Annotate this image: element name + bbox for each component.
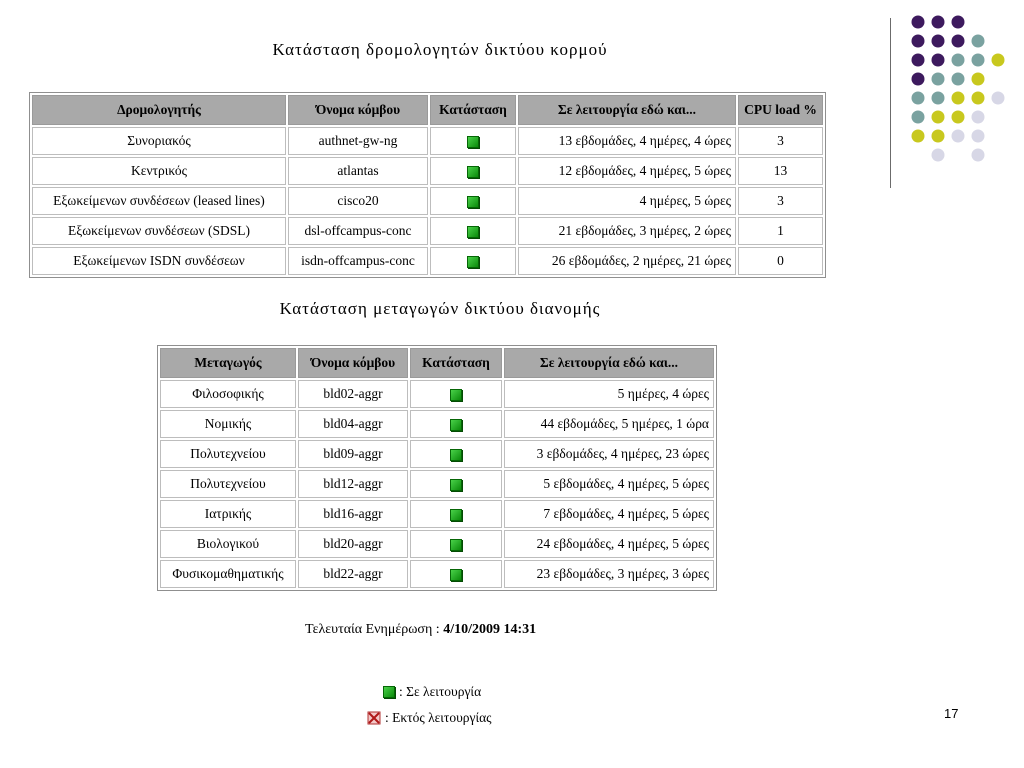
uptime: 3 εβδομάδες, 4 ημέρες, 23 ώρες [504,440,714,468]
cpu-load: 13 [738,157,823,185]
status-ok-icon [383,686,395,698]
status-ok-icon [467,136,479,148]
decorative-divider [890,18,891,188]
node-name: isdn-offcampus-conc [288,247,428,275]
col-header-node: Όνομα κόμβου [288,95,428,125]
switch-name: Ιατρικής [160,500,296,528]
status-cell [410,560,502,588]
uptime: 44 εβδομάδες, 5 ημέρες, 1 ώρα [504,410,714,438]
last-update [305,622,536,638]
cpu-load: 3 [738,187,823,215]
cpu-load: 1 [738,217,823,245]
col-header-router: Δρομολογητής [32,95,286,125]
status-ok-icon [450,389,462,401]
uptime: 12 εβδομάδες, 4 ημέρες, 5 ώρες [518,157,736,185]
node-name: bld02-aggr [298,380,408,408]
router-name: Συνοριακός [32,127,286,155]
switches-header-row [160,348,714,378]
node-name: bld16-aggr [298,500,408,528]
uptime: 5 εβδομάδες, 4 ημέρες, 5 ώρες [504,470,714,498]
dot-row [912,73,985,86]
decorative-dot-grid [910,14,1010,174]
switches-table [157,345,717,591]
status-down-icon [367,711,381,725]
status-cell [410,380,502,408]
legend-down [367,710,492,726]
uptime: 13 εβδομάδες, 4 ημέρες, 4 ώρες [518,127,736,155]
table-row [32,247,823,275]
node-name: bld12-aggr [298,470,408,498]
status-ok-icon [450,479,462,491]
node-name: bld20-aggr [298,530,408,558]
dot-row [932,149,985,162]
uptime: 26 εβδομάδες, 2 ημέρες, 21 ώρες [518,247,736,275]
table-row [32,217,823,245]
status-cell [430,187,516,215]
switches-title: Κατάσταση μεταγωγών δικτύου διανομής [279,299,601,318]
routers-header-row [32,95,823,125]
uptime: 23 εβδομάδες, 3 ημέρες, 3 ώρες [504,560,714,588]
status-cell [410,410,502,438]
router-name: Κεντρικός [32,157,286,185]
col-header-switch: Μεταγωγός [160,348,296,378]
uptime: 21 εβδομάδες, 3 ημέρες, 2 ώρες [518,217,736,245]
col-header-node: Όνομα κόμβου [298,348,408,378]
node-name: atlantas [288,157,428,185]
router-name: Εξωκείμενων συνδέσεων (SDSL) [32,217,286,245]
switch-name: Πολυτεχνείου [160,470,296,498]
table-row [160,530,714,558]
legend-ok-label: : Σε λειτουργία [399,684,482,699]
switch-name: Νομικής [160,410,296,438]
col-header-uptime: Σε λειτουργία εδώ και... [504,348,714,378]
status-cell [430,157,516,185]
dot-row [912,111,985,124]
status-ok-icon [467,166,479,178]
status-cell [410,440,502,468]
legend-down-label: : Εκτός λειτουργίας [385,710,492,725]
switch-name: Βιολογικού [160,530,296,558]
status-ok-icon [450,569,462,581]
status-cell [410,470,502,498]
dot-row [912,54,1005,67]
status-ok-icon [467,196,479,208]
uptime: 4 ημέρες, 5 ώρες [518,187,736,215]
col-header-uptime: Σε λειτουργία εδώ και... [518,95,736,125]
switch-name: Φιλοσοφικής [160,380,296,408]
status-ok-icon [450,539,462,551]
cpu-load: 0 [738,247,823,275]
router-name: Εξωκείμενων συνδέσεων (leased lines) [32,187,286,215]
node-name: cisco20 [288,187,428,215]
table-row [32,187,823,215]
status-cell [430,127,516,155]
table-row [32,157,823,185]
last-update-label: Τελευταία Ενημέρωση : [305,622,444,637]
table-row [160,560,714,588]
table-row [160,380,714,408]
dot-row [912,130,985,143]
status-cell [410,500,502,528]
routers-table [29,92,826,278]
table-row [160,470,714,498]
last-update-value: 4/10/2009 14:31 [443,622,537,637]
switch-name: Φυσικομαθηματικής [160,560,296,588]
col-header-status: Κατάσταση [410,348,502,378]
legend-ok [383,684,481,700]
dot-row [912,35,985,48]
node-name: authnet-gw-ng [288,127,428,155]
status-cell [410,530,502,558]
table-row [32,127,823,155]
node-name: bld22-aggr [298,560,408,588]
dot-row [912,92,1005,105]
table-row [160,410,714,438]
node-name: dsl-offcampus-conc [288,217,428,245]
page-number: 17 [944,706,959,721]
router-name: Εξωκείμενων ISDN συνδέσεων [32,247,286,275]
status-ok-icon [450,509,462,521]
col-header-cpu: CPU load % [738,95,823,125]
uptime: 7 εβδομάδες, 4 ημέρες, 5 ώρες [504,500,714,528]
status-cell [430,247,516,275]
node-name: bld04-aggr [298,410,408,438]
uptime: 5 ημέρες, 4 ώρες [504,380,714,408]
status-ok-icon [467,256,479,268]
table-row [160,500,714,528]
uptime: 24 εβδομάδες, 4 ημέρες, 5 ώρες [504,530,714,558]
routers-title: Κατάσταση δρομολογητών δικτύου κορμού [272,40,608,59]
node-name: bld09-aggr [298,440,408,468]
status-ok-icon [450,449,462,461]
col-header-status: Κατάσταση [430,95,516,125]
status-ok-icon [450,419,462,431]
switch-name: Πολυτεχνείου [160,440,296,468]
status-ok-icon [467,226,479,238]
cpu-load: 3 [738,127,823,155]
table-row [160,440,714,468]
dot-row [912,16,965,29]
status-cell [430,217,516,245]
